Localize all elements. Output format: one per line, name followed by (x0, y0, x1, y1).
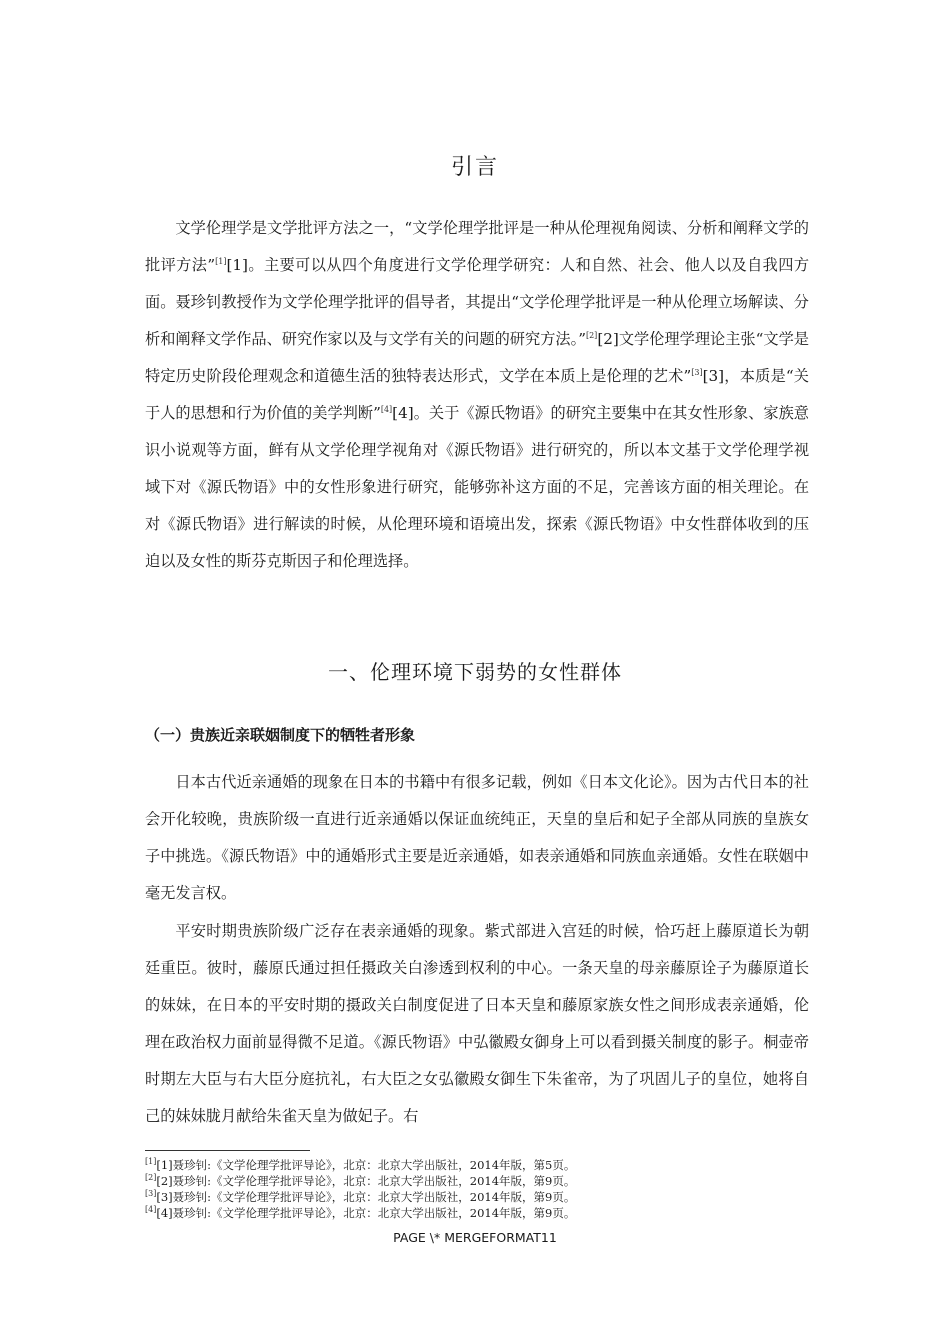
intro-section (145, 210, 809, 580)
footnote-ref-4[interactable]: [4] (380, 404, 393, 414)
body-paragraph-2: 平安时期贵族阶级广泛存在表亲通婚的现象。紫式部进入宫廷的时候，恰巧赶上藤原道长为朝廷重臣。彼时，藤原氏通过担任摄政关白渗透到权利的中心。一条天皇的母亲藤原诠子为藤原道长的妹妹，在日本的平安时期的摄政关白制度促进了日本天皇和藤原家族女性之间形成表亲通婚，伦理在政治权力面前显得微不足道。《源氏物语》中弘徽殿女御身上可以看到摄关制度的影子。桐壶帝时期左大臣与右大臣分庭抗礼，右大臣之女弘徽殿女御生下朱雀帝，为了巩固儿子的皇位，她将自己的妹妹胧月献给朱雀天皇为做妃子。右 (145, 922, 809, 1125)
page-footer: PAGE \* MERGEFORMAT11 (393, 1230, 557, 1245)
section-body (145, 764, 809, 1135)
footnote-mark: [1] (145, 1157, 157, 1167)
footnote-3: [3][3]聂珍钊:《文学伦理学批评导论》，北京：北京大学出版社，2014年版，第9页。 (145, 1189, 576, 1204)
intro-text-3: [2]文学伦理学理论主张“文学是特定历史阶段伦理观念和道德生活的独特表达形式，文学在本质上是伦理的艺术” (145, 330, 809, 385)
page-title: 引言 (450, 155, 499, 180)
footnote-divider (145, 1150, 310, 1151)
footnote-ref-1[interactable]: [1] (215, 256, 227, 266)
section-heading: 一、伦理环境下弱势的女性群体 (328, 660, 622, 684)
footnotes (145, 1157, 809, 1221)
intro-text-1: 文学伦理学是文学批评方法之一，“文学伦理学批评是一种从伦理视角阅读、分析和阐释文学的批评方法” (145, 219, 809, 274)
subsection-heading: （一）贵族近亲联姻制度下的牺牲者形象 (145, 726, 416, 744)
footnote-mark: [4] (145, 1205, 157, 1215)
body-paragraph-1: 日本古代近亲通婚的现象在日本的书籍中有很多记载，例如《日本文化论》。因为古代日本的社会开化较晚，贵族阶级一直进行近亲通婚以保证血统纯正，天皇的皇后和妃子全部从同族的皇族女子中挑选。《源氏物语》中的通婚形式主要是近亲通婚，如表亲通婚和同族血亲通婚。女性在联姻中毫无发言权。 (145, 773, 809, 902)
footnote-2: [2][2]聂珍钊:《文学伦理学批评导论》，北京：北京大学出版社，2014年版，第9页。 (145, 1173, 576, 1188)
footnote-4: [4][4]聂珍钊:《文学伦理学批评导论》，北京：北京大学出版社，2014年版，第9页。 (145, 1205, 576, 1220)
footnote-ref-3[interactable]: [3] (691, 367, 703, 377)
footnote-1: [1][1]聂珍钊:《文学伦理学批评导论》，北京：北京大学出版社，2014年版，第5页。 (145, 1157, 576, 1172)
intro-text-5: [4]。关于《源氏物语》的研究主要集中在其女性形象、家族意识小说观等方面，鲜有从文学伦理学视角对《源氏物语》进行研究的，所以本文基于文学伦理学视域下对《源氏物语》中的女性形象进行研究，能够弥补这方面的不足，完善该方面的相关理论。在对《源氏物语》进行解读的时候，从伦理环境和语境出发，探索《源氏物语》中女性群体收到的压迫以及女性的斯芬克斯因子和伦理选择。 (145, 404, 809, 570)
footnote-mark: [3] (145, 1189, 157, 1199)
intro-paragraph (145, 210, 809, 580)
footnote-mark: [2] (145, 1173, 157, 1183)
footnote-ref-2[interactable]: [2] (585, 330, 598, 340)
intro-text-4: [3]，本质是“关于人的思想和行为价值的美学判断” (145, 367, 809, 422)
intro-text-2: [1]。主要可以从四个角度进行文学伦理学研究：人和自然、社会、他人以及自我四方面。聂珍钊教授作为文学伦理学批评的倡导者，其提出“文学伦理学批评是一种从伦理立场解读、分析和阐释文学作品、研究作家以及与文学有关的问题的研究方法。” (145, 256, 810, 348)
